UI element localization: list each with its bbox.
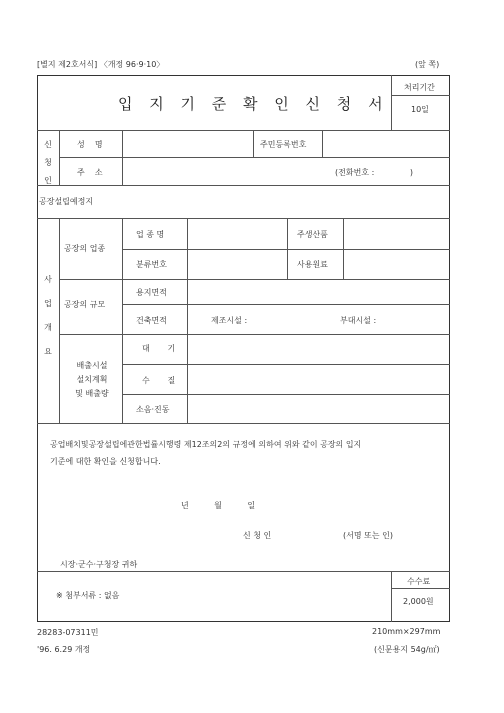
land-area-field[interactable] [192,283,445,301]
revision-date: '96. 6.29 개정 [37,645,91,654]
business-section-label: 사 업 개 요 [44,275,52,356]
statement-line-1: 공업배치및공장설립에관한법률시행령 제12조의2의 규정에 의하여 위와 같이 공장의 입지 [50,440,362,449]
name-label: 성 명 [77,140,103,149]
addressee: 시장·군수·구청장 귀하 [60,560,138,569]
paper-type: (신문용지 54g/㎡) [374,645,440,654]
factory-site-field[interactable] [120,190,445,212]
class-number-field[interactable] [192,254,284,274]
attachment-note: ※ 첨부서류 : 없음 [56,591,120,600]
processing-period-label: 처리기간 [404,83,435,92]
raw-material-label: 사용원료 [297,260,328,269]
fee-label: 수수료 [407,577,431,586]
form-code: 28283-07311민 [37,628,99,637]
applicant-name-field[interactable] [290,526,340,542]
paper-size: 210mm×297mm [372,627,441,636]
scale-group-label: 공장의 규모 [64,300,106,309]
phone-label: (전화번호 : ) [335,168,413,177]
land-area-label: 용지면적 [136,288,167,297]
manufacturing-facility-label: 제조시설 : [211,316,248,325]
processing-period-value: 10일 [411,105,429,114]
applicant-label: 신 청 인 [243,531,272,540]
water-label: 수 질 [142,376,176,385]
noise-field[interactable] [192,399,445,418]
main-product-field[interactable] [348,224,445,244]
resident-number-label: 주민등록번호 [260,140,307,149]
building-area-label: 건축면적 [136,316,167,325]
air-field[interactable] [192,339,445,359]
address-field[interactable] [130,162,330,180]
air-label: 대 기 [142,344,176,353]
fee-value: 2,000원 [403,597,434,606]
form-number: [별지 제2호서식] 〈개정 96·9·10〉 [37,60,165,69]
emission-group-label: 배출시설 설치계획 및 배출량 [75,361,109,398]
main-product-label: 주생산품 [297,230,328,239]
class-number-label: 분류번호 [136,260,167,269]
name-field[interactable] [130,135,248,152]
signature-label: (서명 또는 인) [343,531,393,540]
resident-number-field[interactable] [328,135,445,152]
water-field[interactable] [192,369,445,389]
page-side-label: (앞 쪽) [415,60,440,69]
industry-name-label: 업 종 명 [136,230,165,239]
factory-site-label: 공장설립예정지 [39,197,94,206]
ancillary-facility-label: 부대시설 : [340,316,377,325]
raw-material-field[interactable] [348,254,445,274]
statement-line-2: 기준에 대한 확인을 신청합니다. [50,457,161,466]
address-label: 주 소 [77,168,103,177]
applicant-section-label: 신 청 인 [44,140,52,185]
industry-name-field[interactable] [192,224,284,244]
application-date: 년 월 일 [181,501,256,510]
noise-label: 소음·진동 [136,405,170,414]
industry-group-label: 공장의 업종 [64,244,106,253]
form-title: 입 지 기 준 확 인 신 청 서 [118,95,389,113]
